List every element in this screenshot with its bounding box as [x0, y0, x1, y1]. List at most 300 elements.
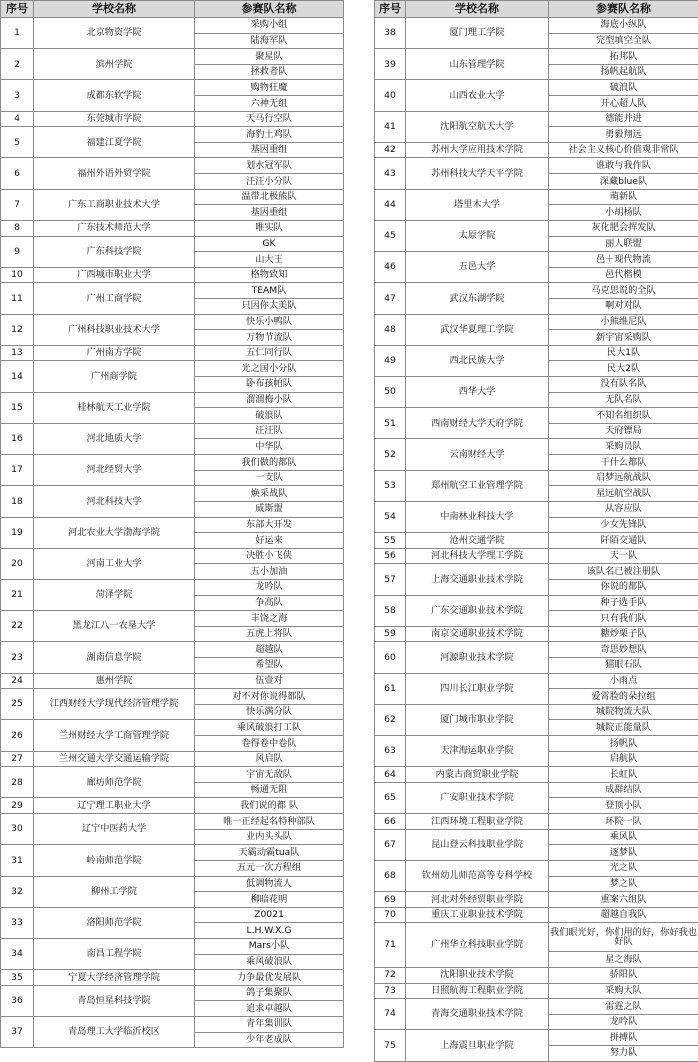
row-number: 18	[1, 486, 34, 517]
team-name: 只有我们队	[549, 611, 698, 627]
school-name: 黑龙江八一农垦大学	[34, 611, 195, 642]
team-name: L.H.W.X.G	[195, 923, 344, 939]
team-name: 采购大队	[549, 983, 698, 999]
school-name: 滨州学院	[34, 49, 195, 80]
row-number: 14	[1, 361, 34, 392]
table-row	[375, 892, 698, 908]
table-row	[1, 283, 344, 299]
row-number: 26	[1, 720, 34, 751]
school-name: 南京交通职业技术学院	[406, 626, 549, 642]
table-row	[1, 845, 344, 861]
table-row	[1, 689, 344, 705]
table-row	[1, 111, 344, 127]
row-number: 27	[1, 751, 34, 767]
team-name: 柳暗花明	[195, 892, 344, 908]
school-name: 沈阳航空航天大学	[406, 111, 549, 142]
table-row	[375, 80, 698, 96]
team-name: TEAM队	[195, 283, 344, 299]
team-name: 破浪队	[195, 408, 344, 424]
school-name: 洛阳师范学院	[34, 907, 195, 938]
team-name: 划水冠军队	[195, 158, 344, 174]
row-number: 59	[375, 626, 406, 642]
school-name: 西南财经大学天府学院	[406, 408, 549, 439]
table-row	[1, 970, 344, 986]
header-row	[375, 1, 698, 18]
table-row	[1, 985, 344, 1001]
team-name: 环院一队	[549, 814, 698, 830]
team-name: 汪汪小分队	[195, 174, 344, 190]
table-row	[1, 611, 344, 627]
team-name: 小熊维尼队	[549, 314, 698, 330]
team-name: 乘风破浪打工队	[195, 720, 344, 736]
row-number: 42	[375, 142, 406, 158]
team-name: 我们做的都队	[195, 455, 344, 471]
school-name: 沧州交通学院	[406, 533, 549, 549]
table-row	[1, 720, 344, 736]
right-table-body	[375, 18, 698, 1062]
row-number: 54	[375, 501, 406, 532]
table-row	[375, 252, 698, 268]
row-number: 7	[1, 189, 34, 220]
school-name: 柳州工学院	[34, 876, 195, 907]
team-name: 糖炒栗子队	[549, 626, 698, 642]
table-row	[375, 345, 698, 361]
header-no: 序号	[1, 1, 34, 18]
team-name: 温带北极熊队	[195, 189, 344, 205]
team-name: 德能并进	[549, 111, 698, 127]
team-name: 采购小组	[195, 18, 344, 34]
table-row	[375, 983, 698, 999]
team-name: 焕采战队	[195, 486, 344, 502]
team-name: Mars小队	[195, 938, 344, 954]
team-name: 购物狂魔	[195, 80, 344, 96]
team-name: 不知名组织队	[549, 408, 698, 424]
row-number: 21	[1, 579, 34, 610]
school-name: 河北经贸大学	[34, 455, 195, 486]
team-name: 勇毅翔远	[549, 127, 698, 143]
school-name: 广州商学院	[34, 361, 195, 392]
school-name: 云南财经大学	[406, 439, 549, 470]
team-name: 天霸动霸tua队	[195, 845, 344, 861]
team-name: 啊对对队	[549, 298, 698, 314]
team-name: 卷得卷中卷队	[195, 736, 344, 752]
table-row	[375, 626, 698, 642]
team-name: 海豹土鸡队	[195, 127, 344, 143]
team-name: 汪汪队	[195, 423, 344, 439]
team-name: 破浪队	[549, 80, 698, 96]
school-name: 河北科技大学理工学院	[406, 548, 549, 564]
table-row	[375, 829, 698, 845]
team-name: 开心超人队	[549, 96, 698, 112]
school-name: 北京物资学院	[34, 18, 195, 49]
left-table-body	[1, 18, 344, 1048]
table-row	[375, 673, 698, 689]
school-name: 沈阳职业技术学院	[406, 967, 549, 983]
header-team: 参赛队名称	[195, 1, 344, 18]
school-name: 兰州交通大学交通运输学院	[34, 751, 195, 767]
team-name: 光之国小分队	[195, 361, 344, 377]
school-name: 青岛恒星科技学院	[34, 985, 195, 1016]
row-number: 45	[375, 220, 406, 251]
school-name: 山西农业大学	[406, 80, 549, 111]
team-name: 努力队	[549, 1046, 698, 1062]
team-name: 六神无组	[195, 96, 344, 112]
school-name: 福建江夏学院	[34, 127, 195, 158]
row-number: 24	[1, 673, 34, 689]
row-number: 40	[375, 80, 406, 111]
row-number: 71	[375, 923, 406, 968]
row-number: 55	[375, 533, 406, 549]
school-name: 武汉东湖学院	[406, 283, 549, 314]
table-row	[375, 767, 698, 783]
table-row	[1, 361, 344, 377]
team-name: 山大王	[195, 252, 344, 268]
team-name: 风启队	[195, 751, 344, 767]
row-number: 74	[375, 999, 406, 1030]
team-name: 拼搏队	[549, 1030, 698, 1046]
row-number: 52	[375, 439, 406, 470]
school-name: 河北对外经贸职业学院	[406, 892, 549, 908]
table-row	[375, 314, 698, 330]
school-name: 广东科技学院	[34, 236, 195, 267]
team-name: 登顶小队	[549, 798, 698, 814]
school-name: 菏泽学院	[34, 579, 195, 610]
row-number: 38	[375, 18, 406, 49]
team-name: 种子选手队	[549, 595, 698, 611]
school-name: 辽宁中医药大学	[34, 814, 195, 845]
table-row	[375, 999, 698, 1015]
table-row	[375, 111, 698, 127]
school-name: 青岛理工大学临沂校区	[34, 1017, 195, 1048]
table-row	[375, 377, 698, 393]
team-name: 逐梦队	[549, 845, 698, 861]
team-name: 鸽子集聚队	[195, 985, 344, 1001]
team-name: 采购员队	[549, 439, 698, 455]
table-row	[375, 1030, 698, 1046]
team-name: 小雨点	[549, 673, 698, 689]
row-number: 3	[1, 80, 34, 111]
school-name: 太原学院	[406, 220, 549, 251]
team-name: 干什么都队	[549, 455, 698, 471]
team-name: 基因重组	[195, 205, 344, 221]
school-name: 河南工业大学	[34, 548, 195, 579]
team-name: 丰饶之海	[195, 611, 344, 627]
table-row	[375, 782, 698, 798]
team-name: 没有队名队	[549, 377, 698, 393]
table-row	[375, 642, 698, 658]
team-name: 唯一正经起名特种部队	[195, 814, 344, 830]
school-name: 成都东软学院	[34, 80, 195, 111]
table-row	[375, 548, 698, 564]
row-number: 12	[1, 314, 34, 345]
school-name: 广州科技职业技术大学	[34, 314, 195, 345]
team-name: 从容应队	[549, 501, 698, 517]
row-number: 17	[1, 455, 34, 486]
team-name: 只因你太美队	[195, 298, 344, 314]
team-name: 龙吟队	[549, 1014, 698, 1030]
table-row	[1, 18, 344, 34]
row-number: 68	[375, 860, 406, 891]
team-name: 东部大开发	[195, 517, 344, 533]
school-name: 五邑大学	[406, 252, 549, 283]
row-number: 34	[1, 938, 34, 969]
table-row	[375, 501, 698, 517]
school-name: 廊坊师范学院	[34, 767, 195, 798]
table-row	[375, 18, 698, 34]
team-name: 陆海军队	[195, 33, 344, 49]
table-row	[1, 751, 344, 767]
school-name: 河源职业技术学院	[406, 642, 549, 673]
row-number: 20	[1, 548, 34, 579]
table-row	[1, 907, 344, 923]
team-name: 丽人联盟	[549, 236, 698, 252]
row-number: 51	[375, 408, 406, 439]
row-number: 4	[1, 111, 34, 127]
row-number: 48	[375, 314, 406, 345]
row-number: 10	[1, 267, 34, 283]
row-number: 73	[375, 983, 406, 999]
team-name: 天一队	[549, 548, 698, 564]
team-name: 扬帆起航队	[549, 64, 698, 80]
table-row	[375, 704, 698, 720]
team-name: 对不对你说得都队	[195, 689, 344, 705]
school-name: 天津海运职业学院	[406, 736, 549, 767]
school-name: 河北地质大学	[34, 423, 195, 454]
team-name: 业内头头队	[195, 829, 344, 845]
school-name: 东莞城市学院	[34, 111, 195, 127]
row-number: 72	[375, 967, 406, 983]
team-name: 拓邦队	[549, 49, 698, 65]
table-row	[375, 49, 698, 65]
table-row	[1, 767, 344, 783]
team-name: 天府镖局	[549, 423, 698, 439]
school-name: 辽宁理工职业大学	[34, 798, 195, 814]
school-name: 广安职业技术学院	[406, 782, 549, 813]
team-name: 五小加油	[195, 564, 344, 580]
row-number: 61	[375, 673, 406, 704]
team-name: 决胜小飞侠	[195, 548, 344, 564]
header-school: 学校名称	[406, 1, 549, 18]
team-name: 伍壹对	[195, 673, 344, 689]
row-number: 29	[1, 798, 34, 814]
row-number: 58	[375, 595, 406, 626]
school-name: 苏州大学应用技术学院	[406, 142, 549, 158]
left-table	[0, 0, 344, 1048]
school-name: 日照航海工程职业学院	[406, 983, 549, 999]
school-name: 武汉华夏理工学院	[406, 314, 549, 345]
school-name: 广州工商学院	[34, 283, 195, 314]
school-name: 广西城市职业大学	[34, 267, 195, 283]
school-name: 福州外语外贸学院	[34, 158, 195, 189]
table-row	[375, 814, 698, 830]
table-row	[375, 158, 698, 174]
row-number: 60	[375, 642, 406, 673]
table-row	[1, 1017, 344, 1033]
school-name: 广东技术师范大学	[34, 220, 195, 236]
team-name: 马克思说的全队	[549, 283, 698, 299]
row-number: 56	[375, 548, 406, 564]
row-number: 44	[375, 189, 406, 220]
team-name: 启梦远航战队	[549, 470, 698, 486]
table-row	[375, 189, 698, 205]
table-row	[1, 189, 344, 205]
team-name: 威斯盟	[195, 501, 344, 517]
table-row	[1, 548, 344, 564]
row-number: 15	[1, 392, 34, 423]
table-row	[1, 517, 344, 533]
team-name: 万物节流队	[195, 330, 344, 346]
table-row	[1, 455, 344, 471]
team-name: 民大1队	[549, 345, 698, 361]
table-row	[375, 736, 698, 752]
table-row	[1, 345, 344, 361]
team-name: 阡陌交通队	[549, 533, 698, 549]
team-name: Z0021	[195, 907, 344, 923]
row-number: 62	[375, 704, 406, 735]
team-name: 力争最优发展队	[195, 970, 344, 986]
team-name: 天马行空队	[195, 111, 344, 127]
team-name: 长虹队	[549, 767, 698, 783]
row-number: 11	[1, 283, 34, 314]
team-name: 溜溜梅小队	[195, 392, 344, 408]
table-row	[1, 314, 344, 330]
school-name: 上海震旦职业学院	[406, 1030, 549, 1061]
team-name: 五虎上将队	[195, 626, 344, 642]
team-name: 猫眼石队	[549, 657, 698, 673]
team-name: 该队名已被注册队	[549, 564, 698, 580]
school-name: 郑州航空工业管理学院	[406, 470, 549, 501]
row-number: 2	[1, 49, 34, 80]
school-name: 湖南信息学院	[34, 642, 195, 673]
team-name: 奇思妙想队	[549, 642, 698, 658]
team-name: 爱霄脸的朵拉组	[549, 689, 698, 705]
row-number: 1	[1, 18, 34, 49]
school-name: 南昌工程学院	[34, 938, 195, 969]
team-name: 五元一次方程组	[195, 860, 344, 876]
table-row	[375, 860, 698, 876]
team-name: 萌新队	[549, 189, 698, 205]
school-name: 厦门城市职业学院	[406, 704, 549, 735]
table-row	[375, 470, 698, 486]
table-row	[1, 938, 344, 954]
row-number: 64	[375, 767, 406, 783]
school-name: 西华大学	[406, 377, 549, 408]
right-table	[374, 0, 698, 1062]
team-name: 小胡杨队	[549, 205, 698, 221]
table-row	[1, 798, 344, 814]
row-number: 70	[375, 907, 406, 923]
row-number: 19	[1, 517, 34, 548]
team-name: 民大2队	[549, 361, 698, 377]
school-name: 广州华立科技职业学院	[406, 923, 549, 968]
school-name: 青海交通职业技术学院	[406, 999, 549, 1030]
school-name: 桂林航天工业学院	[34, 392, 195, 423]
table-row	[1, 486, 344, 502]
school-name: 河北农业大学渤海学院	[34, 517, 195, 548]
team-name: 畅通无阻	[195, 782, 344, 798]
row-number: 39	[375, 49, 406, 80]
team-name: 谁敢与我作队	[549, 158, 698, 174]
school-name: 广东工商职业技术大学	[34, 189, 195, 220]
school-name: 广东交通职业技术学院	[406, 595, 549, 626]
team-name: 希望队	[195, 657, 344, 673]
table-row	[1, 392, 344, 408]
table-row	[1, 236, 344, 252]
school-name: 上海交通职业技术学院	[406, 564, 549, 595]
table-row	[1, 579, 344, 595]
table-row	[1, 49, 344, 65]
row-number: 49	[375, 345, 406, 376]
table-row	[375, 220, 698, 236]
team-name: 超越队	[195, 642, 344, 658]
school-name: 昆山登云科技职业学院	[406, 829, 549, 860]
team-name: 少女先锋队	[549, 517, 698, 533]
row-number: 41	[375, 111, 406, 142]
row-number: 36	[1, 985, 34, 1016]
school-name: 江西环境工程职业学院	[406, 814, 549, 830]
team-name: 邑代楷模	[549, 267, 698, 283]
row-number: 65	[375, 782, 406, 813]
table-row	[375, 907, 698, 923]
team-name: 好运来	[195, 533, 344, 549]
team-name: 启航队	[549, 751, 698, 767]
table-row	[1, 80, 344, 96]
team-name: 超越自我队	[549, 907, 698, 923]
team-name: 成群结队	[549, 782, 698, 798]
table-row	[1, 423, 344, 439]
team-name: 乘风破浪队	[195, 954, 344, 970]
school-name: 钦州幼儿师范高等专科学校	[406, 860, 549, 891]
row-number: 69	[375, 892, 406, 908]
row-number: 25	[1, 689, 34, 720]
team-name: 快乐小鸭队	[195, 314, 344, 330]
team-name: 新宇宙采购队	[549, 330, 698, 346]
team-name: 社会主义核心价值观非常队	[549, 142, 698, 158]
school-name: 塔里木大学	[406, 189, 549, 220]
team-name: 追求卓越队	[195, 1001, 344, 1017]
table-row	[1, 642, 344, 658]
row-number: 28	[1, 767, 34, 798]
school-name: 内蒙古商贸职业学院	[406, 767, 549, 783]
team-name: 城院正能量队	[549, 720, 698, 736]
row-number: 46	[375, 252, 406, 283]
row-number: 53	[375, 470, 406, 501]
team-name: 星远航空战队	[549, 486, 698, 502]
table-row	[375, 533, 698, 549]
team-name: 争高队	[195, 595, 344, 611]
team-name: 快乐满分队	[195, 704, 344, 720]
row-number: 33	[1, 907, 34, 938]
row-number: 5	[1, 127, 34, 158]
team-name: 龙吟队	[195, 579, 344, 595]
school-name: 河北科技大学	[34, 486, 195, 517]
team-name: 宇宙无敌队	[195, 767, 344, 783]
school-name: 兰州财经大学工商管理学院	[34, 720, 195, 751]
row-number: 66	[375, 814, 406, 830]
team-name: 光之队	[549, 860, 698, 876]
school-name: 厦门理工学院	[406, 18, 549, 49]
school-name: 四川长江职业学院	[406, 673, 549, 704]
table-row	[375, 283, 698, 299]
school-name: 山东管理学院	[406, 49, 549, 80]
team-name: 深藏blue队	[549, 174, 698, 190]
school-name: 惠州学院	[34, 673, 195, 689]
row-number: 37	[1, 1017, 34, 1048]
school-name: 重庆工业职业技术学院	[406, 907, 549, 923]
school-name: 宁夏大学经济管理学院	[34, 970, 195, 986]
row-number: 75	[375, 1030, 406, 1061]
team-name: 扬帆队	[549, 736, 698, 752]
